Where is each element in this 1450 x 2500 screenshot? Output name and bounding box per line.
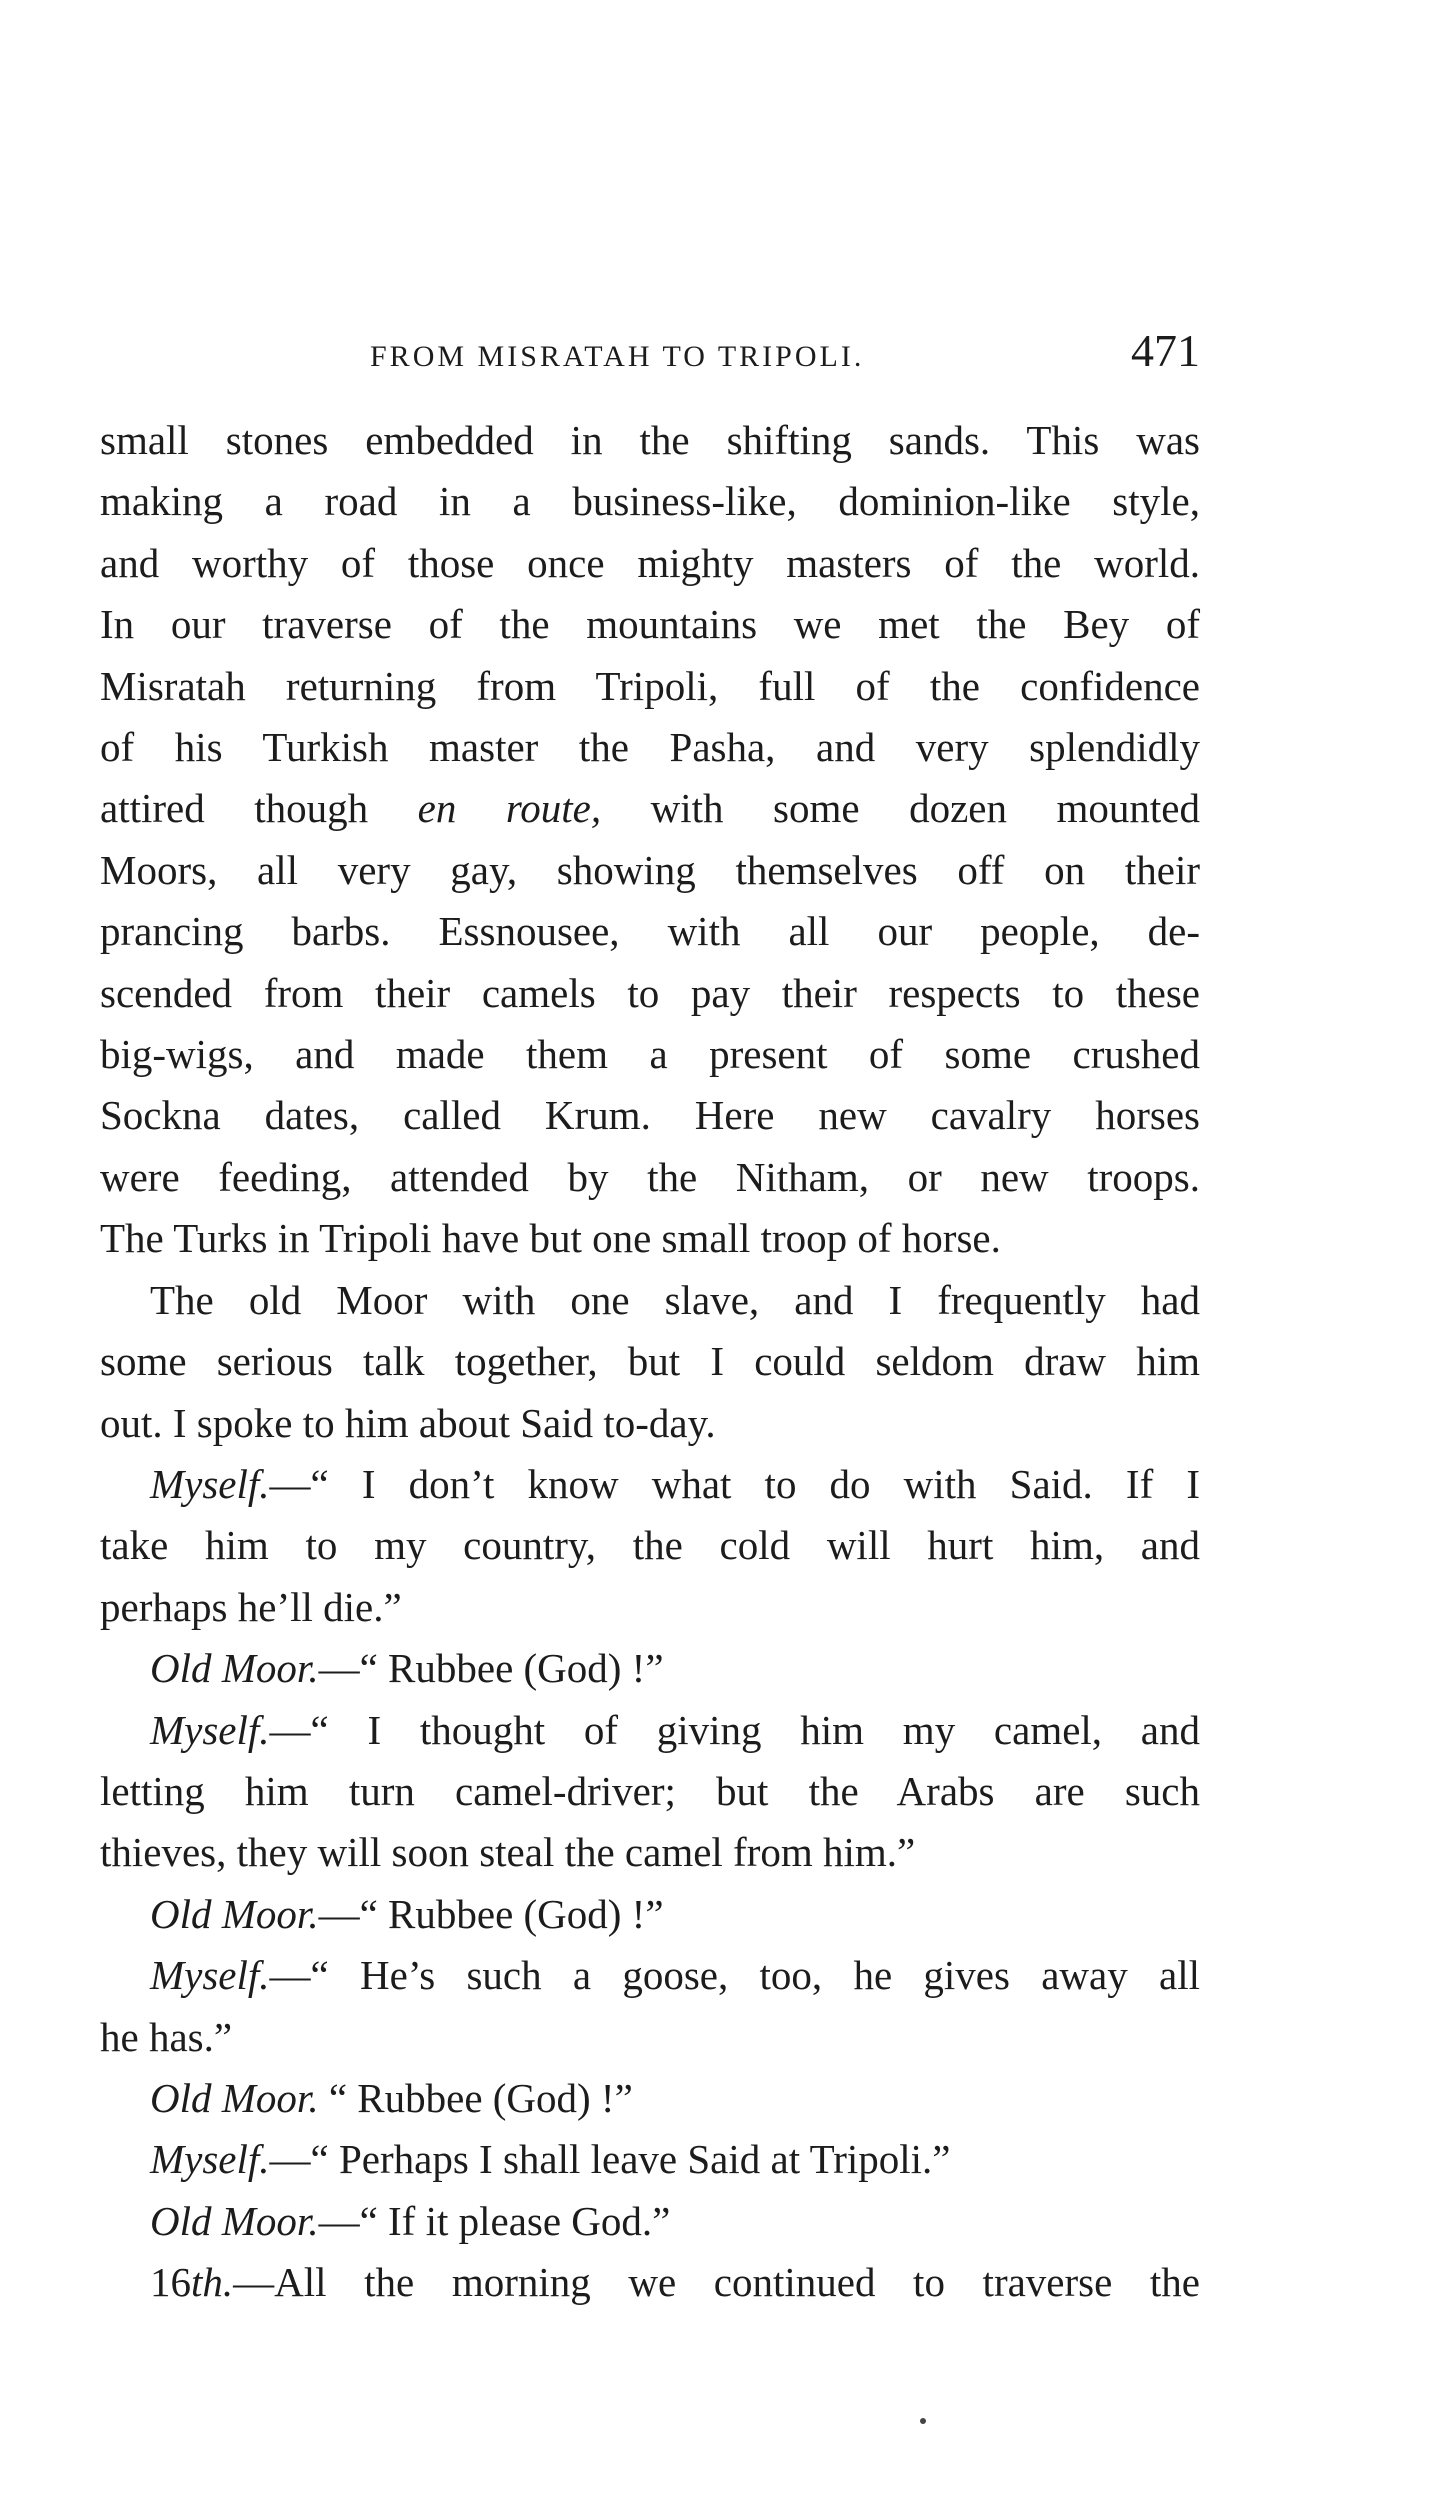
line-text: making a road in a business-like, dominion-like style, bbox=[100, 478, 1200, 525]
speaker-name: Myself. bbox=[150, 1952, 270, 1999]
text-line bbox=[100, 963, 1200, 1024]
text-line bbox=[100, 2252, 1200, 2313]
line-text: Sockna dates, called Krum. Here new cavalry horses bbox=[100, 1092, 1200, 1139]
line-text: Misratah returning from Tripoli, full of the confidence bbox=[100, 662, 1200, 709]
text-line bbox=[100, 1085, 1200, 1146]
line-text: and worthy of those once mighty masters of the world. bbox=[100, 539, 1200, 586]
line-text: The old Moor with one slave, and I frequently had bbox=[150, 1276, 1200, 1323]
line-content bbox=[150, 2068, 1200, 2129]
text-line bbox=[100, 901, 1200, 962]
text-line bbox=[100, 717, 1200, 778]
text-line bbox=[100, 2007, 1200, 2068]
line-text: out. I spoke to him about Said to-day. bbox=[100, 1399, 716, 1446]
text-line bbox=[100, 1331, 1200, 1392]
text-line bbox=[100, 533, 1200, 594]
text-line bbox=[100, 1454, 1200, 1515]
speaker-name: Old Moor. bbox=[150, 1645, 319, 1692]
line-text: —All the morning we continued to traverse the bbox=[233, 2259, 1200, 2306]
line-content bbox=[100, 1331, 1200, 1392]
text-line bbox=[100, 1270, 1200, 1331]
line-content bbox=[150, 1945, 1200, 2006]
line-text: Moors, all very gay, showing themselves off on their bbox=[100, 846, 1200, 893]
italic-text: en route, bbox=[417, 785, 602, 832]
text-line bbox=[100, 1024, 1200, 1085]
line-content bbox=[100, 1208, 1200, 1269]
text-line bbox=[100, 2068, 1200, 2129]
line-content bbox=[100, 1085, 1200, 1146]
line-content bbox=[100, 410, 1200, 471]
line-text: In our traverse of the mountains we met the Bey of bbox=[100, 601, 1200, 648]
text-line bbox=[100, 471, 1200, 532]
line-content bbox=[100, 656, 1200, 717]
line-text: some serious talk together, but I could seldom draw him bbox=[100, 1338, 1200, 1385]
line-text: thieves, they will soon steal the camel from him.” bbox=[100, 1829, 916, 1876]
speaker-name: Myself. bbox=[150, 1706, 270, 1753]
line-text: letting him turn camel-driver; but the Arabs are such bbox=[100, 1767, 1200, 1814]
line-text: —“ I thought of giving him my camel, and bbox=[269, 1706, 1200, 1753]
text-line bbox=[100, 1393, 1200, 1454]
line-content bbox=[100, 2007, 1200, 2068]
line-content bbox=[150, 1454, 1200, 1515]
line-content bbox=[150, 2129, 1200, 2190]
line-text: were feeding, attended by the Nitham, or new troops. bbox=[100, 1153, 1200, 1200]
line-text: —“ Rubbee (God) !” bbox=[318, 1890, 664, 1937]
page-header bbox=[100, 318, 1200, 378]
text-line bbox=[100, 778, 1200, 839]
text-line bbox=[100, 2129, 1200, 2190]
text-line bbox=[100, 1822, 1200, 1883]
text-line bbox=[100, 1761, 1200, 1822]
line-text: —“ He’s such a goose, too, he gives away all bbox=[269, 1952, 1200, 1999]
running-head: FROM MISRATAH TO TRIPOLI. bbox=[370, 340, 865, 373]
text-line bbox=[100, 1515, 1200, 1576]
body-text bbox=[100, 410, 1200, 2314]
line-content bbox=[100, 778, 1200, 839]
speaker-name: Old Moor. bbox=[150, 2074, 319, 2121]
line-content bbox=[100, 1147, 1200, 1208]
line-content bbox=[100, 963, 1200, 1024]
text-line bbox=[100, 1147, 1200, 1208]
line-text: he has.” bbox=[100, 2013, 233, 2060]
line-content bbox=[150, 2252, 1200, 2313]
line-text: scended from their camels to pay their respects to these bbox=[100, 969, 1200, 1016]
line-content bbox=[150, 1638, 1200, 1699]
text-line bbox=[100, 594, 1200, 655]
line-text: big-wigs, and made them a present of some crushed bbox=[100, 1031, 1200, 1078]
text-line bbox=[100, 1945, 1200, 2006]
text-line bbox=[100, 840, 1200, 901]
line-text: small stones embedded in the shifting sands. This was bbox=[100, 417, 1200, 463]
speaker-name: Myself. bbox=[150, 2136, 270, 2183]
text-line bbox=[100, 2191, 1200, 2252]
line-content bbox=[100, 1761, 1200, 1822]
line-text: attired though bbox=[100, 785, 418, 832]
line-content bbox=[150, 2191, 1200, 2252]
line-text: —“ Perhaps I shall leave Said at Tripoli.” bbox=[269, 2136, 951, 2183]
line-content bbox=[100, 1393, 1200, 1454]
line-content bbox=[100, 594, 1200, 655]
line-text: “ Rubbee (God) !” bbox=[318, 2074, 633, 2121]
text-line bbox=[100, 1638, 1200, 1699]
text-line bbox=[100, 410, 1200, 471]
line-text: with some dozen mounted bbox=[601, 785, 1200, 832]
line-text: 16 bbox=[150, 2259, 191, 2306]
line-text: —“ I don’t know what to do with Said. If I bbox=[269, 1460, 1200, 1507]
line-text: of his Turkish master the Pasha, and very splendidly bbox=[100, 724, 1200, 771]
text-line bbox=[100, 1884, 1200, 1945]
line-text: —“ If it please God.” bbox=[318, 2197, 671, 2244]
speaker-name: Old Moor. bbox=[150, 2197, 319, 2244]
page-number: 471 bbox=[1131, 325, 1200, 376]
line-content bbox=[100, 840, 1200, 901]
speaker-name: Myself. bbox=[150, 1460, 270, 1507]
line-content bbox=[100, 471, 1200, 532]
text-line bbox=[100, 1700, 1200, 1761]
line-text: The Turks in Tripoli have but one small troop of horse. bbox=[100, 1215, 1001, 1262]
line-content bbox=[100, 901, 1200, 962]
text-line bbox=[100, 656, 1200, 717]
line-content bbox=[150, 1270, 1200, 1331]
line-content bbox=[150, 1884, 1200, 1945]
line-content bbox=[100, 717, 1200, 778]
line-content bbox=[100, 533, 1200, 594]
line-text: —“ Rubbee (God) !” bbox=[318, 1645, 664, 1692]
line-content bbox=[100, 1515, 1200, 1576]
line-text: prancing barbs. Essnousee, with all our people, de- bbox=[100, 908, 1200, 955]
line-text: perhaps he’ll die.” bbox=[100, 1583, 402, 1630]
text-line bbox=[100, 1577, 1200, 1638]
line-text: take him to my country, the cold will hurt him, and bbox=[100, 1522, 1200, 1569]
line-content bbox=[100, 1577, 1200, 1638]
line-content bbox=[100, 1822, 1200, 1883]
text-line bbox=[100, 1208, 1200, 1269]
speaker-name: Old Moor. bbox=[150, 1890, 319, 1937]
print-speck bbox=[920, 2418, 926, 2424]
line-content bbox=[100, 1024, 1200, 1085]
italic-text: th. bbox=[191, 2259, 234, 2306]
line-content bbox=[150, 1700, 1200, 1761]
